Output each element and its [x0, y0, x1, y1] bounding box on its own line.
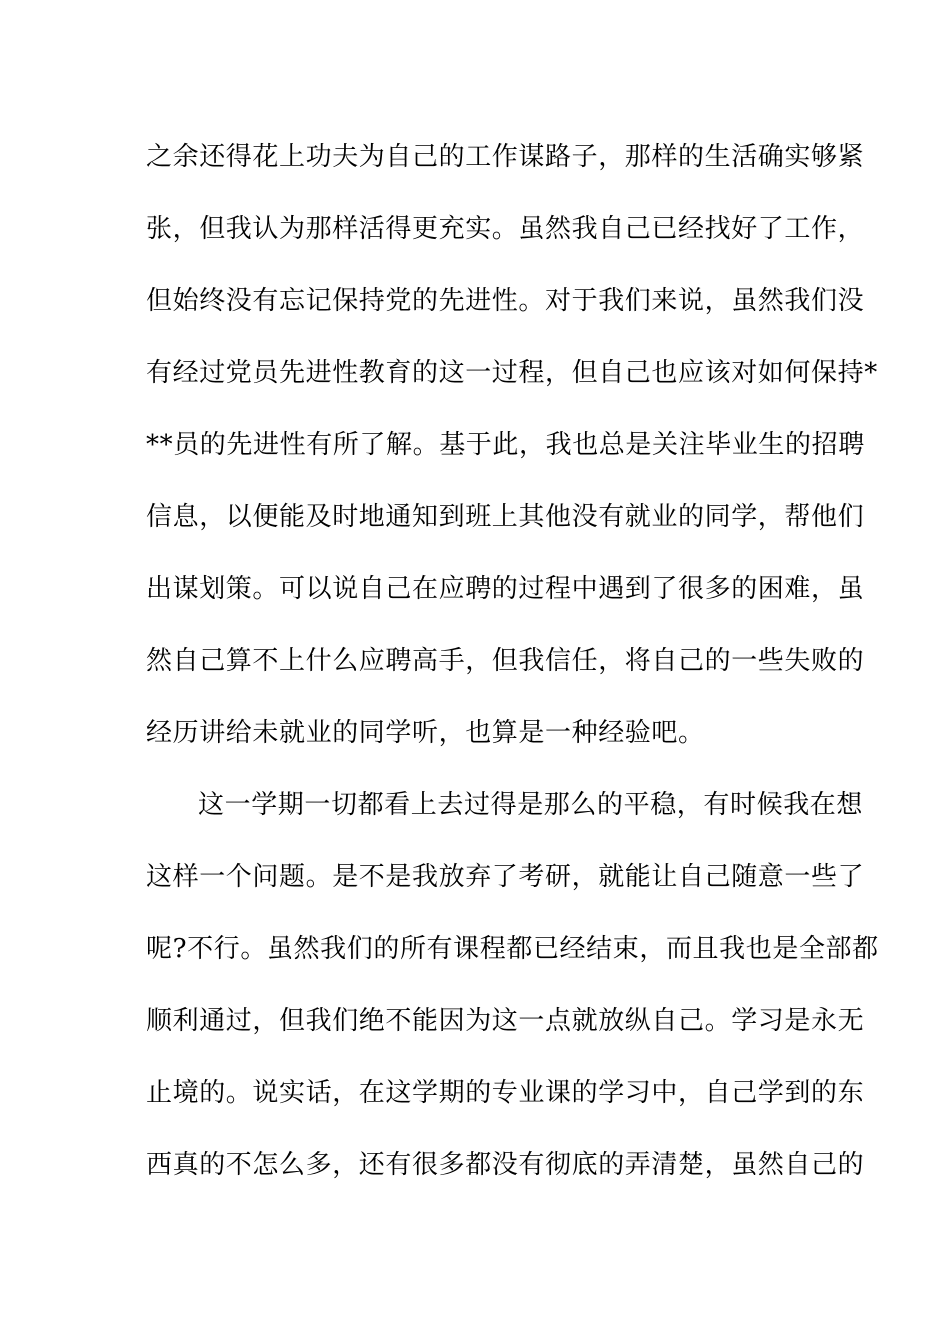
- text-line: 止境的。说实话，在这学期的专业课的学习中，自己学到的东: [146, 1078, 865, 1108]
- text-line: 但始终没有忘记保持党的先进性。对于我们来说，虽然我们没: [146, 286, 865, 316]
- text-line: 有经过党员先进性教育的这一过程，但自己也应该对如何保持*: [146, 358, 878, 388]
- text-line: 西真的不怎么多，还有很多都没有彻底的弄清楚，虽然自己的: [146, 1150, 865, 1180]
- text-line: 然自己算不上什么应聘高手，但我信任，将自己的一些失败的: [146, 646, 865, 676]
- text-line: 经历讲给未就业的同学听，也算是一种经验吧。: [146, 718, 705, 748]
- text-line: **员的先进性有所了解。基于此，我也总是关注毕业生的招聘: [146, 430, 865, 460]
- text-line: 出谋划策。可以说自己在应聘的过程中遇到了很多的困难，虽: [146, 574, 865, 604]
- text-line: 信息，以便能及时地通知到班上其他没有就业的同学，帮他们: [146, 502, 865, 532]
- paragraph-start-line: 这一学期一切都看上去过得是那么的平稳，有时候我在想: [198, 790, 864, 820]
- text-line: 张，但我认为那样活得更充实。虽然我自己已经找好了工作，: [146, 214, 865, 244]
- text-line: 呢?不行。虽然我们的所有课程都已经结束，而且我也是全部都: [146, 934, 879, 964]
- text-line: 之余还得花上功夫为自己的工作谋路子，那样的生活确实够紧: [146, 142, 865, 172]
- text-line: 这样一个问题。是不是我放弃了考研，就能让自己随意一些了: [146, 862, 865, 892]
- body-text: [146, 131, 879, 1211]
- text-line: 顺利通过，但我们绝不能因为这一点就放纵自己。学习是永无: [146, 1006, 865, 1036]
